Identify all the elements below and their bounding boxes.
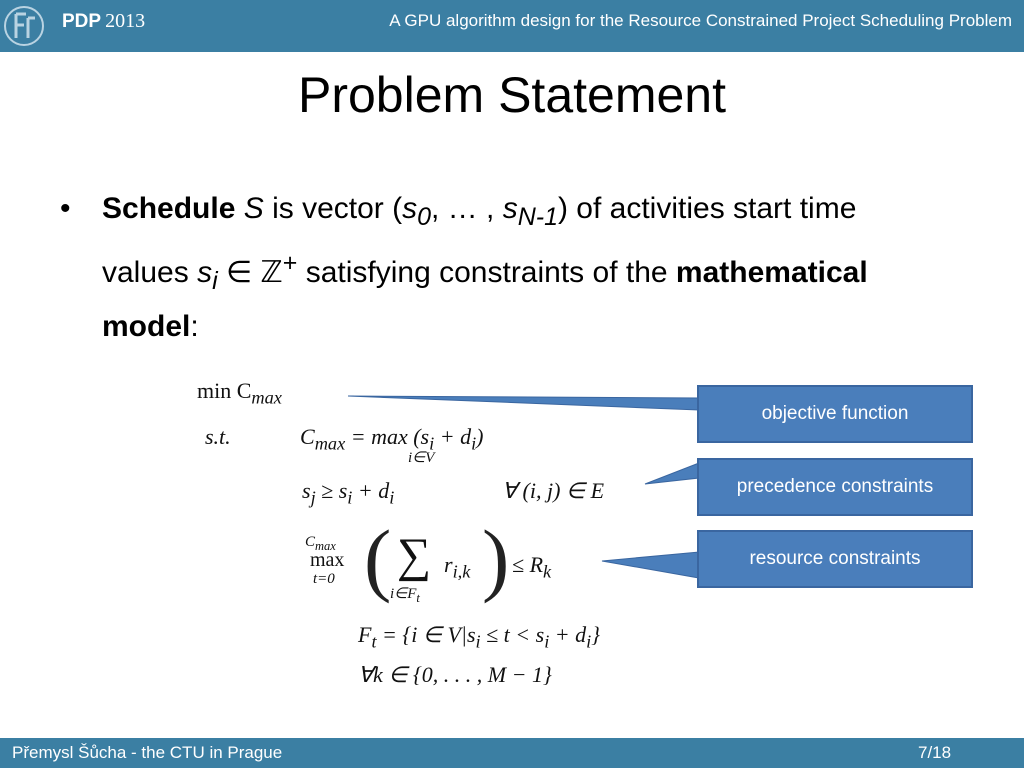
res-paren-close: ) <box>482 513 510 604</box>
ft-rhs2: ≤ t < s <box>480 622 545 647</box>
forall-k: ∀k ∈ {0, . . . , M − 1} <box>358 662 552 687</box>
st-label: s.t. <box>205 424 231 449</box>
res-rhs-sub: k <box>543 561 552 582</box>
header-bar <box>0 0 1024 52</box>
ft-f: F <box>358 622 372 647</box>
slide-title: Problem Statement <box>298 67 726 123</box>
ft-i2: i <box>544 631 550 652</box>
res-sum-under-text: i∈F <box>390 586 417 602</box>
footer-bar <box>0 738 1024 768</box>
text-segment: : <box>190 310 199 343</box>
bullet-text <box>102 186 922 350</box>
term-model: mathematical model <box>102 256 868 343</box>
prec-i2: i <box>389 487 395 508</box>
res-r <box>444 552 470 582</box>
var-s: S <box>243 192 264 225</box>
resource-callout: resource constraints <box>697 530 973 588</box>
term-schedule: Schedule <box>102 192 236 225</box>
prec-j: j <box>310 487 316 508</box>
ft-rhs3: + d <box>549 622 587 647</box>
bullet-dot: • <box>60 192 71 225</box>
cmax-rhs3: ) <box>476 424 484 449</box>
objective-callout: objective function <box>697 385 973 443</box>
res-sum: ∑ <box>397 529 432 582</box>
text-segment: ) of activities start time values <box>102 192 857 289</box>
text-segment: is vector ( <box>263 192 403 225</box>
resource-pointer <box>602 552 699 578</box>
res-top: C <box>305 534 316 550</box>
res-max-bottom: t=0 <box>313 571 335 587</box>
ft-sub: t <box>371 631 377 652</box>
prec-rhs: ≥ s <box>315 478 348 503</box>
text-segment: , … , <box>431 192 503 225</box>
university-logo-icon <box>2 4 46 48</box>
conference-year: 2013 <box>105 10 146 32</box>
cmax-rhs2: + d <box>434 424 472 449</box>
ft-definition <box>358 622 600 652</box>
res-rhs <box>512 552 551 582</box>
prec-rhs2: + d <box>352 478 390 503</box>
var-sn: s <box>502 192 518 225</box>
text-segment: ∈ ℤ <box>217 256 283 289</box>
precedence-callout: precedence constraints <box>697 458 973 516</box>
objective-line <box>197 378 282 408</box>
prec-i: i <box>347 487 353 508</box>
cmax-equation: $C_{max} = \max (s_i + d_i)$ <box>300 424 484 454</box>
res-sum-under-sub: t <box>416 591 420 605</box>
res-paren-open: ( <box>364 513 392 604</box>
sub-i: i <box>212 267 218 295</box>
objective-pointer <box>348 396 699 410</box>
max-subscript: i∈V <box>408 450 435 466</box>
var-s0: s <box>402 192 418 225</box>
sub-0: 0 <box>417 203 431 231</box>
ft-rhs4: } <box>591 622 601 647</box>
res-r-text: r <box>444 552 453 577</box>
prec-s: s <box>302 478 311 503</box>
min-sub: max <box>251 387 282 408</box>
res-max: max <box>310 549 345 571</box>
conference-acronym: PDP <box>62 11 102 32</box>
cmax-rhs: = max (s <box>345 424 430 449</box>
talk-title: A GPU algorithm design for the Resource Constrained Project Scheduling Problem <box>389 11 1012 30</box>
res-r-sub: i,k <box>452 561 471 582</box>
text-segment: satisfying constraints of the <box>297 256 676 289</box>
sup-plus: + <box>282 249 298 277</box>
ft-i: i <box>475 631 481 652</box>
cmax-c: C <box>300 424 315 449</box>
res-rhs-text: ≤ R <box>512 552 544 577</box>
conference-name <box>62 10 145 33</box>
min-text: min C <box>197 378 252 403</box>
res-top-sub: max <box>315 539 336 553</box>
precedence-forall: ∀ (i, j) ∈ E <box>502 478 605 503</box>
precedence-equation <box>302 478 394 508</box>
var-si: s <box>197 256 213 289</box>
res-sum-under <box>390 584 420 606</box>
precedence-pointer <box>645 463 699 484</box>
ft-i3: i <box>586 631 592 652</box>
page-number: 7/18 <box>918 743 952 762</box>
sub-n-1: N-1 <box>517 203 558 231</box>
cmax-sub: max <box>314 433 346 454</box>
ft-rhs: = {i ∈ V|s <box>376 622 476 647</box>
footer-author: Přemysl Šůcha - the CTU in Prague <box>12 743 283 762</box>
